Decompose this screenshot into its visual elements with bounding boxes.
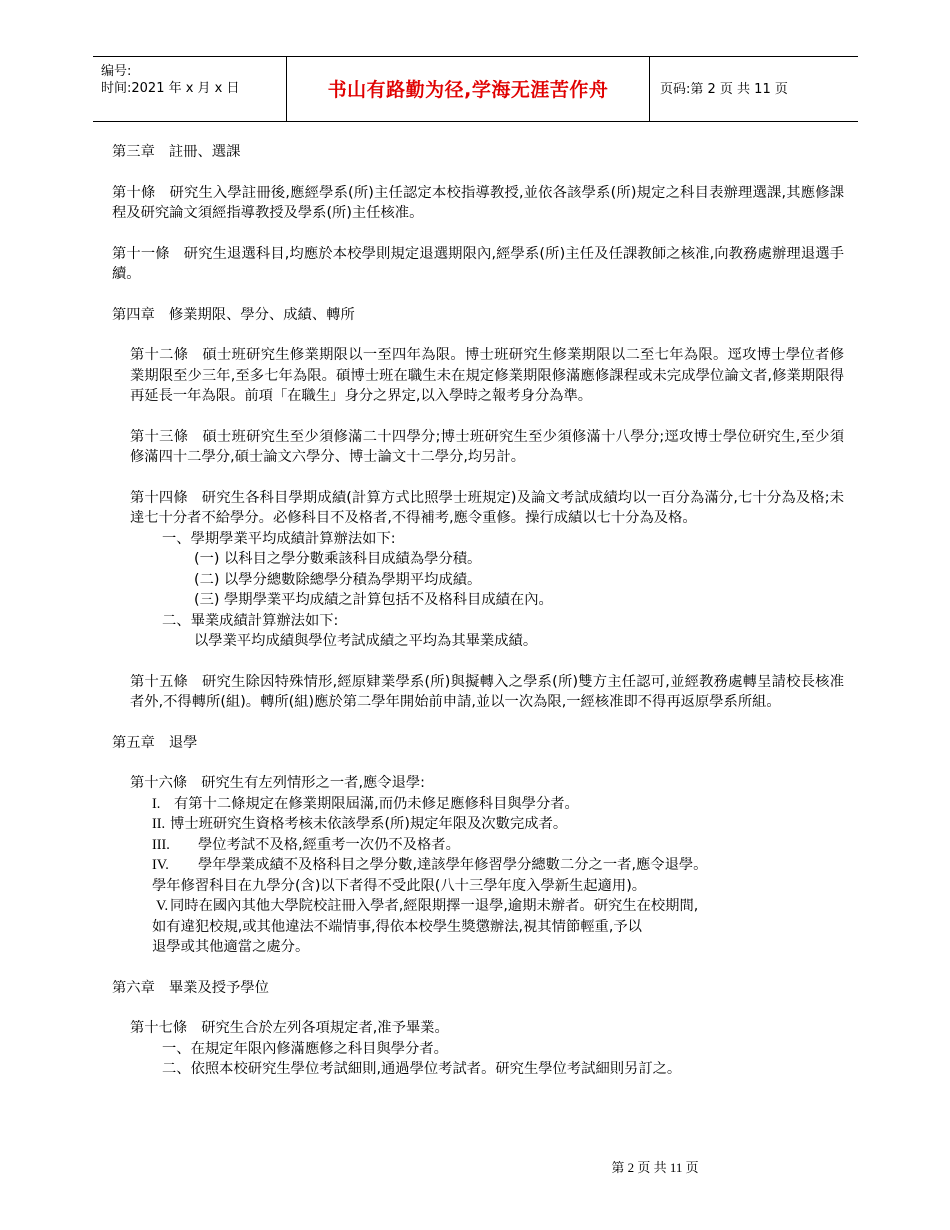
header-motto: 书山有路勤为径,学海无涯苦作舟 <box>327 79 609 101</box>
header-meta <box>93 57 286 121</box>
article-12: 第十二條 碩士班研究生修業期限以一至四年為限。博士班研究生修業期限以二至七年為限。逕攻博士學位者修業期限至少三年,至多七年為限。碩博士班在職生未在規定修業期限修滿應修課程或未完成學位論文者,修業期限得再延長一年為限。前項「在職生」身分之界定,以入學時之報考身分為準。 <box>130 347 844 404</box>
article-14-item-2-text: 以學業平均成績與學位考試成績之平均為其畢業成績。 <box>194 633 538 649</box>
article-16-item-iv-cont: 學年修習科目在九學分(含)以下者得不受此限(八十三學年度入學新生起適用)。 <box>152 877 647 894</box>
article-11: 第十一條 研究生退選科目,均應於本校學則規定退選期限內,經學系(所)主任及任課教師之核准,向教務處辦理退選手續。 <box>112 245 844 282</box>
article-16-item-v: V. 同時在國內其他大學院校註冊入學者,經限期擇一退學,逾期未辦者。研究生在校期間, <box>156 898 699 914</box>
article-17-item-1: 一、在規定年限內修滿應修之科目與學分者。 <box>162 1040 448 1057</box>
chapter-6-title: 第六章 畢業及授予學位 <box>112 979 269 996</box>
article-16-item-v-cont-1: 如有違犯校規,或其他違法不端情事,得依本校學生獎懲辦法,視其情節輕重,予以 <box>152 918 642 935</box>
article-16-item-ii: II. 博士班研究生資格考核未依該學系(所)規定年限及次數完成者。 <box>152 816 568 832</box>
article-17: 第十七條 研究生合於左列各項規定者,准予畢業。 <box>130 1020 449 1036</box>
document-body <box>112 142 844 1080</box>
article-14-item-1-sub-1: (一) 以科目之學分數乘該科目成績為學分積。 <box>194 551 482 567</box>
doc-time-label: 时间:2021 年 x 月 x 日 <box>101 81 240 96</box>
article-13: 第十三條 碩士班研究生至少須修滿二十四學分;博士班研究生至少須修滿十八學分;逕攻博士學位研究生,至少須修滿四十二學分,碩士論文六學分、博士論文十二學分,均另計。 <box>130 428 844 465</box>
chapter-4-title: 第四章 修業期限、學分、成績、轉所 <box>112 306 355 323</box>
article-16-item-iv: IV. 學年學業成績不及格科目之學分數,達該學年修習學分總數二分之一者,應令退學。 <box>152 857 708 873</box>
article-16: 第十六條 研究生有左列情形之一者,應令退學: <box>130 775 426 791</box>
article-16-item-iii: III. 學位考試不及格,經重考一次仍不及格者。 <box>152 836 460 853</box>
chapter-5-title: 第五章 退學 <box>112 734 198 751</box>
article-14-item-1-sub-2: (二) 以學分總數除總學分積為學期平均成績。 <box>194 571 482 588</box>
article-17-item-2: 二、依照本校研究生學位考試細則,通過學位考試者。研究生學位考試細則另訂之。 <box>162 1061 682 1077</box>
article-16-item-i: I. 有第十二條規定在修業期限屆滿,而仍未修足應修科目與學分者。 <box>152 795 579 812</box>
doc-code-label: 编号: <box>101 64 132 79</box>
article-14: 第十四條 研究生各科目學期成績(計算方式比照學士班規定)及論文考試成績均以一百分為滿分,七十分為及格;未達七十分者不給學分。必修科目不及格者,不得補考,應令重修。操行成績以七十分為及格。 <box>130 489 845 526</box>
header-motto-cell <box>286 57 650 121</box>
page-footer: 第 2 页 共 11 页 <box>611 1160 699 1175</box>
article-14-item-2: 二、畢業成績計算辦法如下: <box>162 612 339 629</box>
article-15: 第十五條 研究生除因特殊情形,經原肄業學系(所)與擬轉入之學系(所)雙方主任認可,並經教務處轉呈請校長核准者外,不得轉所(組)。轉所(組)應於第二學年開始前申請,並以一次為限,一經核准即不得再返原學系所組。 <box>130 673 844 710</box>
chapter-3-title: 第三章 註冊、選課 <box>112 144 241 160</box>
page-header <box>93 56 858 122</box>
article-14-item-1: 一、學期學業平均成績計算辦法如下: <box>162 530 396 547</box>
article-10: 第十條 研究生入學註冊後,應經學系(所)主任認定本校指導教授,並依各該學系(所)規定之科目表辦理選課,其應修課程及研究論文須經指導教授及學系(所)主任核准。 <box>112 184 844 221</box>
header-page-number: 页码:第 2 页 共 11 页 <box>660 82 788 97</box>
article-14-item-1-sub-3: (三) 學期學業平均成績之計算包括不及格科目成績在內。 <box>194 592 553 608</box>
article-16-item-v-cont-2: 退學或其他適當之處分。 <box>152 939 310 955</box>
